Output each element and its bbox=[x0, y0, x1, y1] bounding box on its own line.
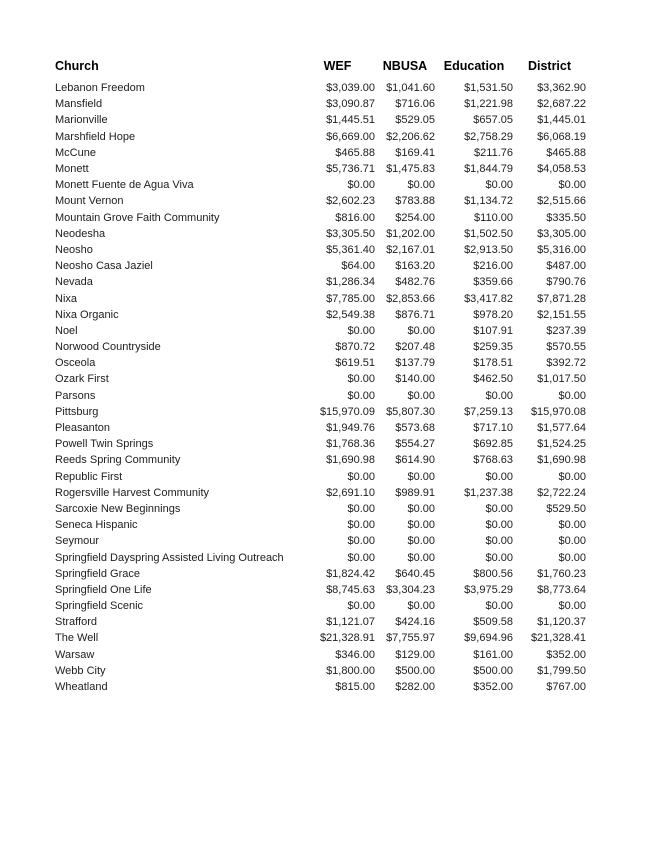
table-row bbox=[55, 517, 586, 533]
table-row bbox=[55, 485, 586, 501]
table-row bbox=[55, 582, 586, 598]
church-name-cell: Pittsburg bbox=[55, 405, 99, 418]
wef-value-cell: $8,745.63 bbox=[326, 583, 375, 596]
nbusa-value-cell: $640.45 bbox=[395, 567, 435, 580]
education-value-cell: $3,975.29 bbox=[464, 583, 513, 596]
district-value-cell: $1,760.23 bbox=[537, 567, 586, 580]
wef-value-cell: $21,328.91 bbox=[319, 632, 375, 645]
nbusa-value-cell: $169.41 bbox=[395, 146, 435, 159]
nbusa-value-cell: $2,206.62 bbox=[386, 130, 435, 143]
district-value-cell: $3,362.90 bbox=[537, 82, 586, 95]
education-value-cell: $0.00 bbox=[485, 470, 513, 483]
education-value-cell: $509.58 bbox=[473, 616, 513, 629]
table-row bbox=[55, 129, 586, 145]
district-value-cell: $335.50 bbox=[546, 211, 586, 224]
column-header-wef: WEF bbox=[323, 59, 352, 73]
table-row bbox=[55, 96, 586, 112]
table-row bbox=[55, 679, 586, 695]
church-name-cell: Nevada bbox=[55, 276, 93, 289]
wef-value-cell: $0.00 bbox=[347, 324, 375, 337]
table-row bbox=[55, 630, 586, 646]
wef-value-cell: $0.00 bbox=[347, 535, 375, 548]
wef-value-cell: $346.00 bbox=[335, 648, 375, 661]
education-value-cell: $0.00 bbox=[485, 551, 513, 564]
church-name-cell: Parsons bbox=[55, 389, 96, 402]
district-value-cell: $3,305.00 bbox=[537, 227, 586, 240]
church-name-cell: Mansfield bbox=[55, 98, 103, 111]
nbusa-value-cell: $573.68 bbox=[395, 422, 435, 435]
district-value-cell: $21,328.41 bbox=[530, 632, 586, 645]
district-value-cell: $1,799.50 bbox=[537, 664, 586, 677]
nbusa-value-cell: $1,041.60 bbox=[386, 82, 435, 95]
district-value-cell: $0.00 bbox=[558, 535, 586, 548]
table-row bbox=[55, 533, 586, 549]
district-value-cell: $1,690.98 bbox=[537, 454, 586, 467]
nbusa-value-cell: $129.00 bbox=[395, 648, 435, 661]
church-name-cell: Springfield Dayspring Assisted Living Outreach bbox=[55, 551, 284, 564]
wef-value-cell: $64.00 bbox=[341, 260, 375, 273]
church-name-cell: Seymour bbox=[55, 535, 100, 548]
church-name-cell: Reeds Spring Community bbox=[55, 454, 181, 467]
wef-value-cell: $0.00 bbox=[347, 519, 375, 532]
nbusa-value-cell: $207.48 bbox=[395, 341, 435, 354]
education-value-cell: $1,502.50 bbox=[464, 227, 513, 240]
wef-value-cell: $816.00 bbox=[335, 211, 375, 224]
wef-value-cell: $465.88 bbox=[335, 146, 375, 159]
wef-value-cell: $0.00 bbox=[347, 470, 375, 483]
table-row bbox=[55, 452, 586, 468]
nbusa-value-cell: $783.88 bbox=[395, 195, 435, 208]
wef-value-cell: $1,121.07 bbox=[326, 616, 375, 629]
nbusa-value-cell: $482.76 bbox=[395, 276, 435, 289]
table-header-row bbox=[55, 59, 586, 80]
church-name-cell: Neodesha bbox=[55, 227, 106, 240]
education-value-cell: $1,237.38 bbox=[464, 486, 513, 499]
table-row bbox=[55, 614, 586, 630]
education-value-cell: $216.00 bbox=[473, 260, 513, 273]
wef-value-cell: $619.51 bbox=[335, 357, 375, 370]
education-value-cell: $657.05 bbox=[473, 114, 513, 127]
wef-value-cell: $5,361.40 bbox=[326, 243, 375, 256]
column-header-church: Church bbox=[55, 59, 99, 73]
nbusa-value-cell: $163.20 bbox=[395, 260, 435, 273]
education-value-cell: $462.50 bbox=[473, 373, 513, 386]
education-value-cell: $0.00 bbox=[485, 179, 513, 192]
district-value-cell: $1,577.64 bbox=[537, 422, 586, 435]
church-name-cell: Webb City bbox=[55, 664, 106, 677]
church-name-cell: Monett Fuente de Agua Viva bbox=[55, 179, 194, 192]
education-value-cell: $359.66 bbox=[473, 276, 513, 289]
wef-value-cell: $1,690.98 bbox=[326, 454, 375, 467]
nbusa-value-cell: $137.79 bbox=[395, 357, 435, 370]
column-header-nbusa: NBUSA bbox=[382, 59, 428, 73]
church-name-cell: Lebanon Freedom bbox=[55, 82, 145, 95]
wef-value-cell: $2,602.23 bbox=[326, 195, 375, 208]
wef-value-cell: $1,445.51 bbox=[326, 114, 375, 127]
church-name-cell: Republic First bbox=[55, 470, 123, 483]
table-row bbox=[55, 290, 586, 306]
district-value-cell: $1,445.01 bbox=[537, 114, 586, 127]
table-row bbox=[55, 258, 586, 274]
nbusa-value-cell: $7,755.97 bbox=[386, 632, 435, 645]
wef-value-cell: $5,736.71 bbox=[326, 163, 375, 176]
education-value-cell: $7,259.13 bbox=[464, 405, 513, 418]
wef-value-cell: $15,970.09 bbox=[319, 405, 375, 418]
church-name-cell: Powell Twin Springs bbox=[55, 438, 154, 451]
education-value-cell: $717.10 bbox=[473, 422, 513, 435]
table-row bbox=[55, 80, 586, 96]
table-row bbox=[55, 663, 586, 679]
education-value-cell: $978.20 bbox=[473, 308, 513, 321]
education-value-cell: $0.00 bbox=[485, 502, 513, 515]
education-value-cell: $2,758.29 bbox=[464, 130, 513, 143]
church-name-cell: Monett bbox=[55, 163, 89, 176]
table-row bbox=[55, 501, 586, 517]
church-name-cell: Osceola bbox=[55, 357, 96, 370]
table-row bbox=[55, 307, 586, 323]
nbusa-value-cell: $716.06 bbox=[395, 98, 435, 111]
table-row bbox=[55, 598, 586, 614]
district-value-cell: $2,151.55 bbox=[537, 308, 586, 321]
church-name-cell: Pleasanton bbox=[55, 422, 111, 435]
wef-value-cell: $870.72 bbox=[335, 341, 375, 354]
church-name-cell: Strafford bbox=[55, 616, 97, 629]
church-name-cell: Neosho bbox=[55, 243, 93, 256]
district-value-cell: $790.76 bbox=[546, 276, 586, 289]
nbusa-value-cell: $0.00 bbox=[407, 389, 435, 402]
wef-value-cell: $7,785.00 bbox=[326, 292, 375, 305]
district-value-cell: $465.88 bbox=[546, 146, 586, 159]
wef-value-cell: $1,949.76 bbox=[326, 422, 375, 435]
nbusa-value-cell: $0.00 bbox=[407, 551, 435, 564]
column-header-education: Education bbox=[443, 59, 505, 73]
district-value-cell: $237.39 bbox=[546, 324, 586, 337]
table-row bbox=[55, 647, 586, 663]
education-value-cell: $9,694.96 bbox=[464, 632, 513, 645]
table-row bbox=[55, 226, 586, 242]
church-name-cell: Noel bbox=[55, 324, 78, 337]
wef-value-cell: $6,669.00 bbox=[326, 130, 375, 143]
wef-value-cell: $3,305.50 bbox=[326, 227, 375, 240]
church-funds-table bbox=[55, 59, 586, 695]
district-value-cell: $570.55 bbox=[546, 341, 586, 354]
district-value-cell: $6,068.19 bbox=[537, 130, 586, 143]
nbusa-value-cell: $282.00 bbox=[395, 681, 435, 694]
nbusa-value-cell: $0.00 bbox=[407, 519, 435, 532]
wef-value-cell: $2,691.10 bbox=[326, 486, 375, 499]
district-value-cell: $7,871.28 bbox=[537, 292, 586, 305]
district-value-cell: $487.00 bbox=[546, 260, 586, 273]
table-row bbox=[55, 469, 586, 485]
church-name-cell: Nixa Organic bbox=[55, 308, 119, 321]
wef-value-cell: $1,286.34 bbox=[326, 276, 375, 289]
wef-value-cell: $0.00 bbox=[347, 389, 375, 402]
wef-value-cell: $2,549.38 bbox=[326, 308, 375, 321]
education-value-cell: $2,913.50 bbox=[464, 243, 513, 256]
education-value-cell: $259.35 bbox=[473, 341, 513, 354]
district-value-cell: $8,773.64 bbox=[537, 583, 586, 596]
education-value-cell: $0.00 bbox=[485, 600, 513, 613]
church-name-cell: McCune bbox=[55, 146, 96, 159]
education-value-cell: $161.00 bbox=[473, 648, 513, 661]
nbusa-value-cell: $2,167.01 bbox=[386, 243, 435, 256]
wef-value-cell: $0.00 bbox=[347, 373, 375, 386]
church-name-cell: Neosho Casa Jaziel bbox=[55, 260, 153, 273]
nbusa-value-cell: $554.27 bbox=[395, 438, 435, 451]
nbusa-value-cell: $500.00 bbox=[395, 664, 435, 677]
nbusa-value-cell: $529.05 bbox=[395, 114, 435, 127]
education-value-cell: $768.63 bbox=[473, 454, 513, 467]
report-page bbox=[55, 59, 586, 695]
district-value-cell: $2,515.66 bbox=[537, 195, 586, 208]
district-value-cell: $4,058.53 bbox=[537, 163, 586, 176]
table-row bbox=[55, 274, 586, 290]
church-name-cell: Springfield One Life bbox=[55, 583, 152, 596]
wef-value-cell: $0.00 bbox=[347, 179, 375, 192]
district-value-cell: $529.50 bbox=[546, 502, 586, 515]
church-name-cell: Sarcoxie New Beginnings bbox=[55, 502, 181, 515]
table-body bbox=[55, 80, 586, 695]
district-value-cell: $1,120.37 bbox=[537, 616, 586, 629]
church-name-cell: Mountain Grove Faith Community bbox=[55, 211, 220, 224]
education-value-cell: $500.00 bbox=[473, 664, 513, 677]
table-row bbox=[55, 566, 586, 582]
church-name-cell: Rogersville Harvest Community bbox=[55, 486, 210, 499]
church-name-cell: Marionville bbox=[55, 114, 108, 127]
district-value-cell: $1,524.25 bbox=[537, 438, 586, 451]
wef-value-cell: $1,800.00 bbox=[326, 664, 375, 677]
table-row bbox=[55, 388, 586, 404]
table-row bbox=[55, 371, 586, 387]
nbusa-value-cell: $0.00 bbox=[407, 600, 435, 613]
district-value-cell: $352.00 bbox=[546, 648, 586, 661]
wef-value-cell: $0.00 bbox=[347, 502, 375, 515]
church-name-cell: Springfield Scenic bbox=[55, 600, 144, 613]
district-value-cell: $0.00 bbox=[558, 179, 586, 192]
nbusa-value-cell: $989.91 bbox=[395, 486, 435, 499]
district-value-cell: $2,722.24 bbox=[537, 486, 586, 499]
nbusa-value-cell: $0.00 bbox=[407, 502, 435, 515]
church-name-cell: Wheatland bbox=[55, 681, 108, 694]
education-value-cell: $692.85 bbox=[473, 438, 513, 451]
wef-value-cell: $815.00 bbox=[335, 681, 375, 694]
table-row bbox=[55, 436, 586, 452]
wef-value-cell: $0.00 bbox=[347, 551, 375, 564]
wef-value-cell: $1,768.36 bbox=[326, 438, 375, 451]
education-value-cell: $1,221.98 bbox=[464, 98, 513, 111]
education-value-cell: $0.00 bbox=[485, 535, 513, 548]
wef-value-cell: $0.00 bbox=[347, 600, 375, 613]
nbusa-value-cell: $876.71 bbox=[395, 308, 435, 321]
table-row bbox=[55, 339, 586, 355]
table-row bbox=[55, 177, 586, 193]
district-value-cell: $5,316.00 bbox=[537, 243, 586, 256]
column-header-district: District bbox=[527, 59, 572, 73]
nbusa-value-cell: $1,475.83 bbox=[386, 163, 435, 176]
education-value-cell: $800.56 bbox=[473, 567, 513, 580]
table-row bbox=[55, 193, 586, 209]
education-value-cell: $0.00 bbox=[485, 389, 513, 402]
nbusa-value-cell: $0.00 bbox=[407, 324, 435, 337]
district-value-cell: $767.00 bbox=[546, 681, 586, 694]
district-value-cell: $392.72 bbox=[546, 357, 586, 370]
education-value-cell: $110.00 bbox=[474, 211, 513, 224]
church-name-cell: Norwood Countryside bbox=[55, 341, 161, 354]
table-row bbox=[55, 161, 586, 177]
nbusa-value-cell: $1,202.00 bbox=[386, 227, 435, 240]
church-name-cell: Mount Vernon bbox=[55, 195, 124, 208]
table-row bbox=[55, 549, 586, 565]
education-value-cell: $211.76 bbox=[474, 146, 513, 159]
district-value-cell: $0.00 bbox=[558, 519, 586, 532]
education-value-cell: $1,134.72 bbox=[464, 195, 513, 208]
education-value-cell: $1,844.79 bbox=[464, 163, 513, 176]
nbusa-value-cell: $614.90 bbox=[395, 454, 435, 467]
district-value-cell: $0.00 bbox=[558, 551, 586, 564]
table-row bbox=[55, 242, 586, 258]
district-value-cell: $0.00 bbox=[558, 470, 586, 483]
nbusa-value-cell: $140.00 bbox=[395, 373, 435, 386]
education-value-cell: $3,417.82 bbox=[464, 292, 513, 305]
wef-value-cell: $3,039.00 bbox=[326, 82, 375, 95]
district-value-cell: $1,017.50 bbox=[537, 373, 586, 386]
church-name-cell: Ozark First bbox=[55, 373, 109, 386]
table-row bbox=[55, 355, 586, 371]
church-name-cell: Seneca Hispanic bbox=[55, 519, 138, 532]
table-row bbox=[55, 210, 586, 226]
nbusa-value-cell: $0.00 bbox=[407, 535, 435, 548]
education-value-cell: $1,531.50 bbox=[464, 82, 513, 95]
nbusa-value-cell: $5,807.30 bbox=[386, 405, 435, 418]
wef-value-cell: $3,090.87 bbox=[326, 98, 375, 111]
nbusa-value-cell: $424.16 bbox=[395, 616, 435, 629]
education-value-cell: $107.91 bbox=[473, 324, 513, 337]
table-row bbox=[55, 323, 586, 339]
nbusa-value-cell: $2,853.66 bbox=[386, 292, 435, 305]
church-name-cell: Warsaw bbox=[55, 648, 95, 661]
table-row bbox=[55, 404, 586, 420]
wef-value-cell: $1,824.42 bbox=[326, 567, 375, 580]
nbusa-value-cell: $0.00 bbox=[407, 179, 435, 192]
table-row bbox=[55, 420, 586, 436]
education-value-cell: $0.00 bbox=[485, 519, 513, 532]
district-value-cell: $15,970.08 bbox=[530, 405, 586, 418]
nbusa-value-cell: $0.00 bbox=[407, 470, 435, 483]
education-value-cell: $352.00 bbox=[473, 681, 513, 694]
table-row bbox=[55, 145, 586, 161]
table-row bbox=[55, 112, 586, 128]
church-name-cell: Springfield Grace bbox=[55, 567, 140, 580]
education-value-cell: $178.51 bbox=[473, 357, 513, 370]
nbusa-value-cell: $254.00 bbox=[395, 211, 435, 224]
district-value-cell: $0.00 bbox=[558, 600, 586, 613]
district-value-cell: $0.00 bbox=[558, 389, 586, 402]
nbusa-value-cell: $3,304.23 bbox=[386, 583, 435, 596]
church-name-cell: Marshfield Hope bbox=[55, 130, 136, 143]
church-name-cell: Nixa bbox=[55, 292, 78, 305]
district-value-cell: $2,687.22 bbox=[537, 98, 586, 111]
church-name-cell: The Well bbox=[55, 632, 99, 645]
